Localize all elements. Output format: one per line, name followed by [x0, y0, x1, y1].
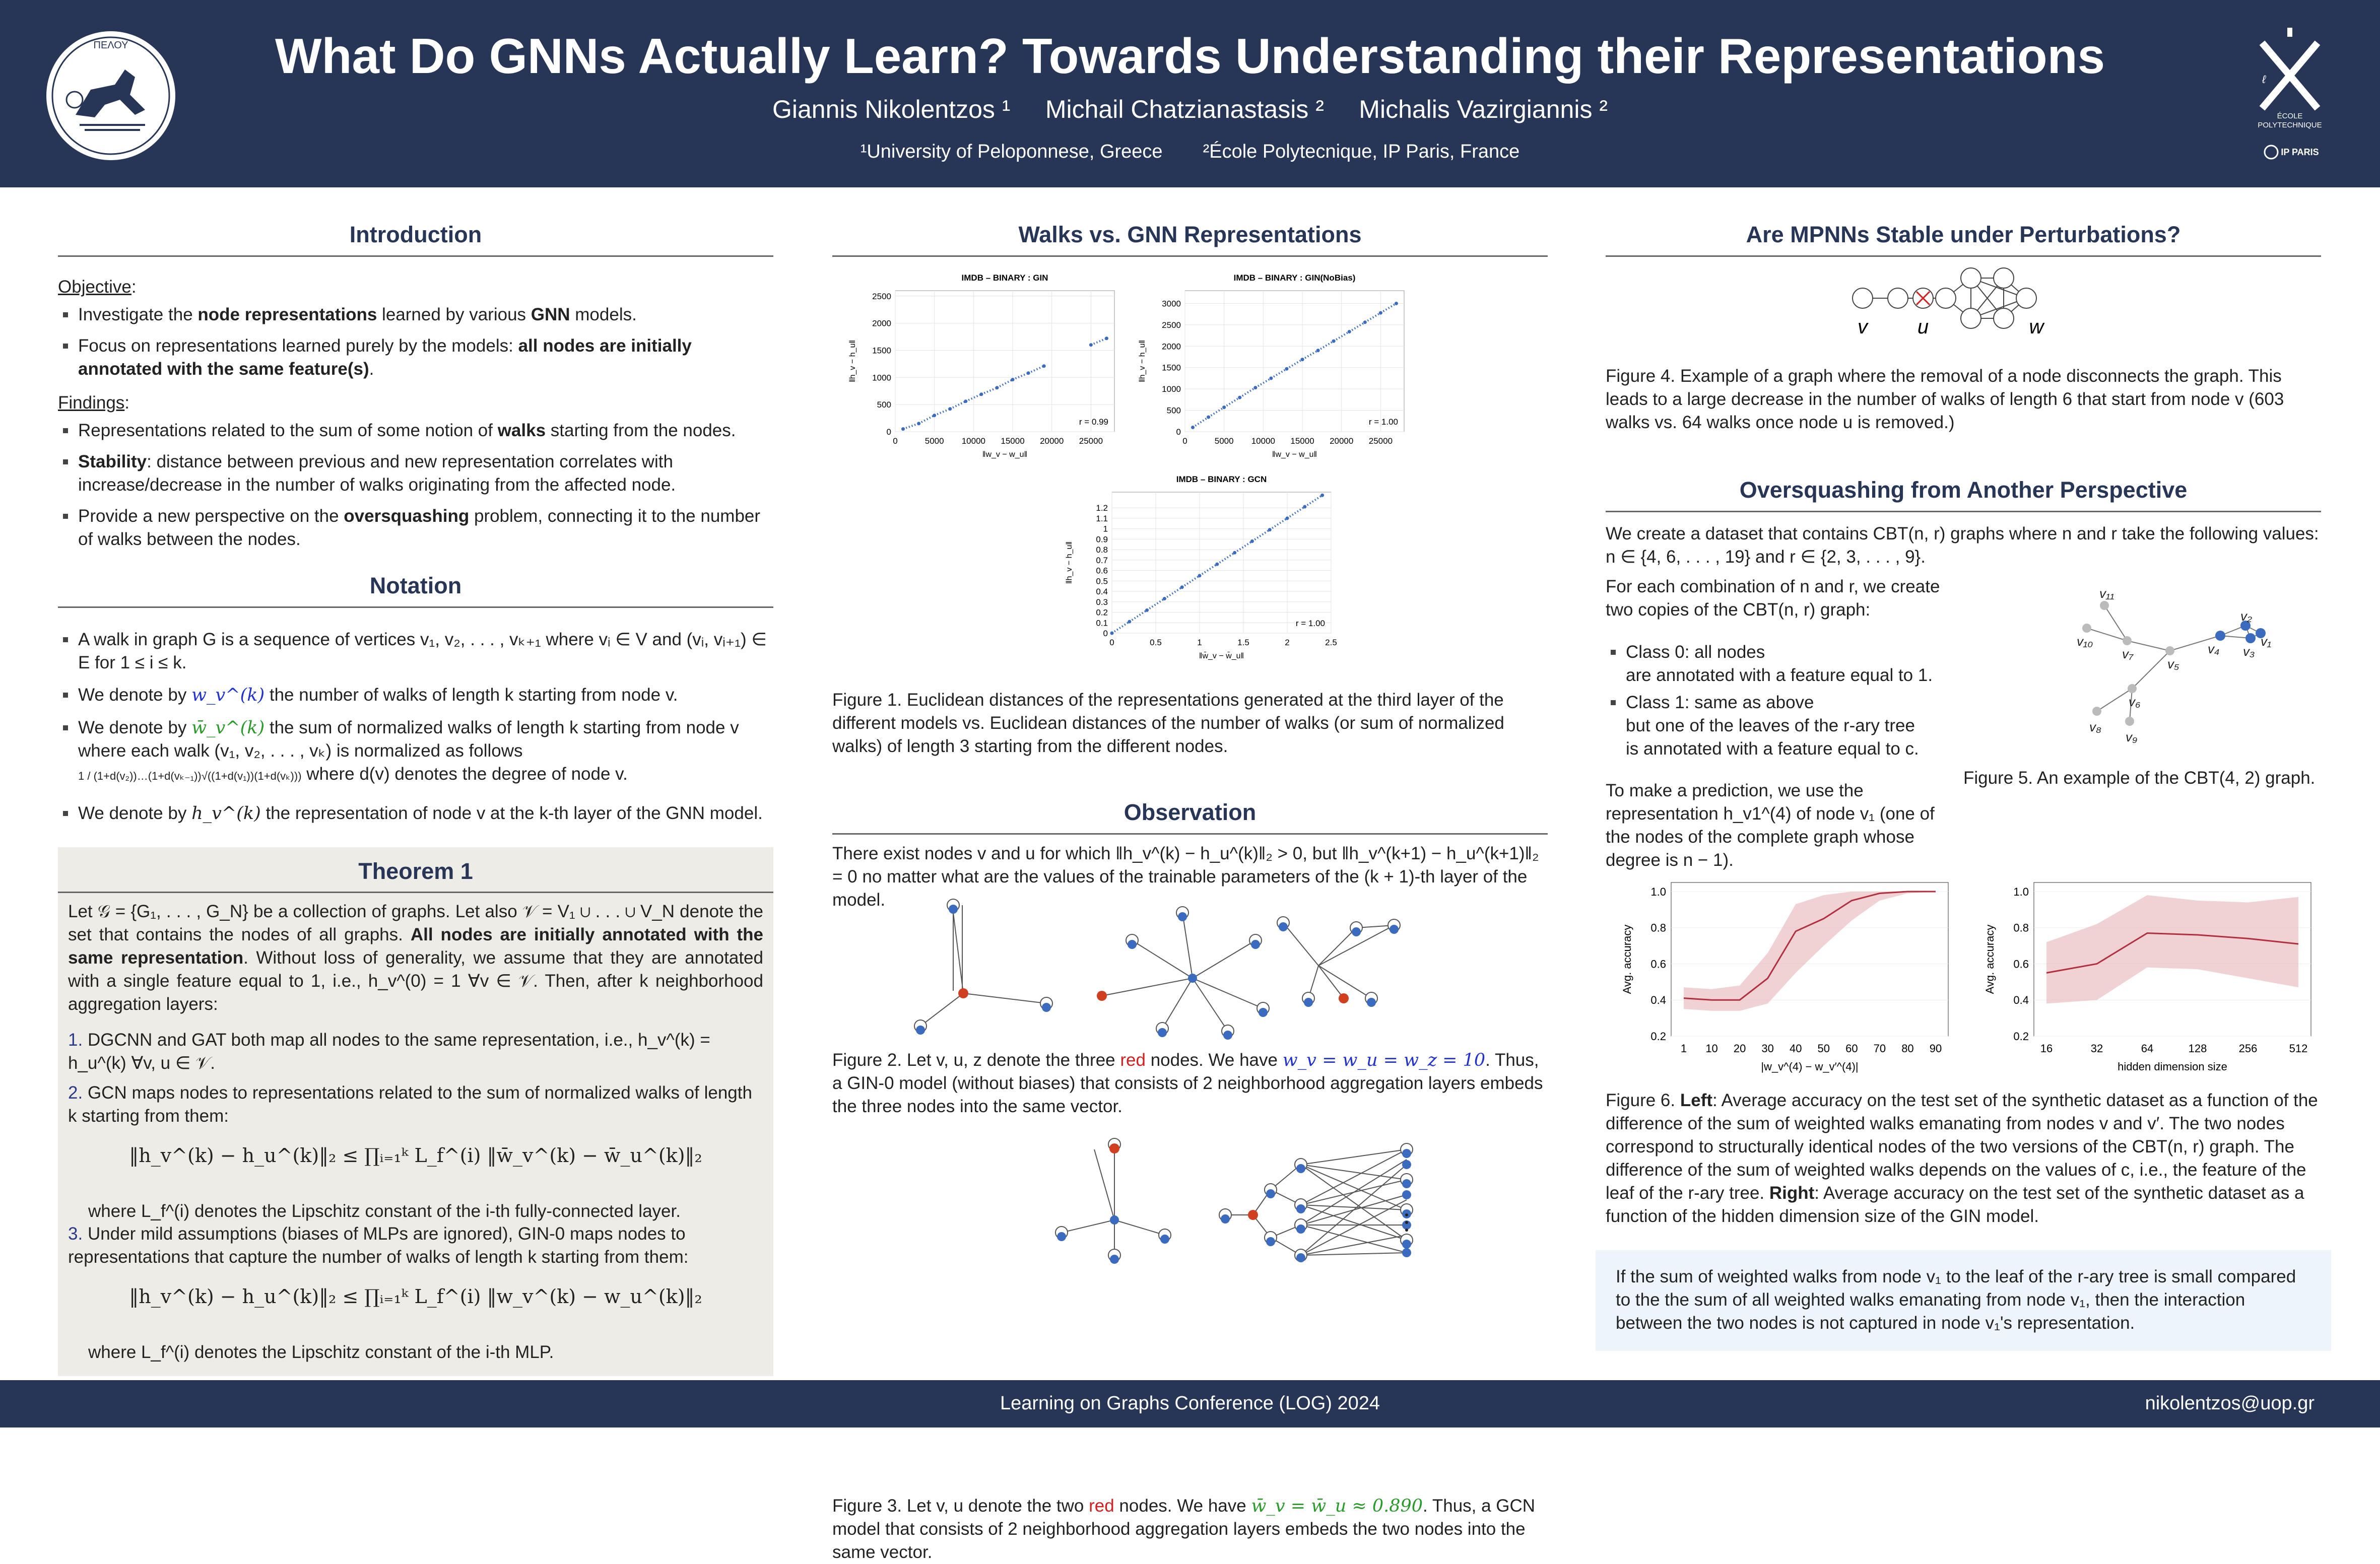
theorem-paragraph: Let 𝒢 = {G₁, . . . , G_N} be a collection of graphs. Let also 𝒱 = V₁ ∪ . . . ∪ V_N denote the set that contains the nodes of all graphs. All nodes are initially annotated with the same representation. Without loss of generality, we assume that they are annotated with a single feature equal to 1, i.e., h_v^(0) = 1 ∀v ∈ 𝒱. Then, after k neighborhood aggregation layers:: [68, 902, 764, 1014]
section-rule: [58, 892, 773, 893]
objective-item-2: Focus on representations learned purely by the models: all nodes are initially annotated with the same feature(s).: [58, 334, 773, 381]
svg-text:v₁₁: v₁₁: [2099, 586, 2114, 601]
x-tick-label: 50: [1817, 1042, 1830, 1055]
correlation-annotation: r = 0.99: [1079, 417, 1108, 427]
y-axis-label: ‖h_v − h_u‖: [1138, 340, 1147, 382]
x-tick-label: 0.5: [1150, 638, 1162, 647]
y-tick-label: 0: [1103, 629, 1108, 638]
poster-title: What Do GNNs Actually Learn? Towards Understanding their Representations: [275, 28, 2105, 84]
x-tick-label: 15000: [1290, 436, 1314, 446]
svg-text:POLYTECHNIQUE: POLYTECHNIQUE: [2258, 121, 2322, 129]
conference-name: Learning on Graphs Conference (LOG) 2024: [1000, 1393, 1380, 1414]
x-tick-label: 20: [1733, 1042, 1746, 1055]
figure-3-caption: Figure 3. Let v, u denote the two red nodes. We have w̄_v = w̄_u ≈ 0.890. Thus, a GCN model that consists of 2 neighborhood aggregation layers embeds the two nodes into the same vector.: [832, 1496, 1536, 1562]
oversquashing-paragraph-2: For each combination of n and r, we create two copies of the CBT(n, r) graph:: [1606, 577, 1940, 620]
y-tick-label: 1.0: [1650, 885, 1666, 898]
y-tick-label: 1.2: [1096, 503, 1108, 513]
author-list: Giannis Nikolentzos ¹ Michail Chatzianastasis ² Michalis Vazirgiannis ²: [772, 95, 1608, 123]
x-tick-label: 0: [1109, 638, 1114, 647]
x-tick-label: 16: [2040, 1042, 2053, 1055]
column-left: [58, 187, 773, 1380]
y-tick-label: 1: [1103, 524, 1108, 534]
x-tick-label: 90: [1929, 1042, 1942, 1055]
theorem-item-3: 3. Under mild assumptions (biases of MLPs are ignored), GIN-0 maps nodes to representations that capture the number of walks of length k starting from them:: [68, 1224, 689, 1267]
y-tick-label: 2500: [1162, 320, 1181, 330]
x-tick-label: 1.5: [1237, 638, 1249, 647]
x-axis-label: ‖w_v − w_u‖: [982, 450, 1028, 459]
svg-text:ΠΕΛΟΥ: ΠΕΛΟΥ: [93, 40, 128, 51]
y-tick-label: 0.8: [1650, 921, 1666, 934]
x-tick-label: 64: [2141, 1042, 2154, 1055]
x-axis-label: ‖w_v − w_u‖: [1272, 450, 1317, 459]
key-insight-callout: [1596, 1250, 2331, 1351]
x-tick-label: 2: [1285, 638, 1290, 647]
findings-label: Findings:: [58, 393, 130, 413]
x-tick-label: 10: [1705, 1042, 1718, 1055]
line-chart-accuracy-vs-walks: [1606, 872, 1958, 1074]
data-point: [1268, 528, 1272, 531]
y-axis-label: Avg. accuracy: [1621, 924, 1633, 994]
x-tick-label: 25000: [1079, 436, 1103, 446]
figure-2-graphs: [832, 893, 1548, 1044]
figure-4-graph: [1847, 265, 2079, 346]
objective-label: Objective:: [58, 277, 137, 297]
x-tick-label: 15000: [1001, 436, 1025, 446]
column-right: [1606, 187, 2321, 1380]
y-tick-label: 0.9: [1096, 534, 1108, 545]
equation-gcn: ‖h_v^(k) − h_u^(k)‖₂ ≤ ∏ᵢ₌₁ᵏ L_f^(i) ‖w̄_v^(k) − w̄_u^(k)‖₂: [129, 1144, 702, 1167]
notation-item-3: We denote by w̄_v^(k) the sum of normalized walks of length k starting from node v where each walk (v₁, v₂, . . . , vₖ) is normalized as follows 1 / (1+d(v₂))…(1+d(vₖ₋₁))√((1+d(v₁))(1+d(vₖ))) where d(v) denotes the degree of node v.: [58, 716, 773, 788]
observation-text: There exist nodes v and u for which ‖h_v^(k) − h_u^(k)‖₂ > 0, but ‖h_v^(k+1) − h_u^(k+1)‖₂ = 0 no matter what are the values of the trainable parameters of the (k + 1)-th layer of the model.: [832, 844, 1539, 910]
x-axis-label: |w_v^(4) − w_v′^(4)|: [1761, 1060, 1859, 1073]
x-tick-label: 5000: [1214, 436, 1234, 446]
correlation-annotation: r = 1.00: [1295, 619, 1325, 628]
section-rule: [1606, 255, 2321, 257]
section-rule: [1606, 511, 2321, 512]
y-axis-label: ‖h_v − h_u‖: [848, 340, 857, 382]
y-tick-label: 0.6: [1096, 566, 1108, 576]
x-tick-label: 70: [1873, 1042, 1886, 1055]
svg-text:v₅: v₅: [2167, 656, 2179, 671]
y-tick-label: 1.0: [2013, 885, 2029, 898]
figure-1-caption: Figure 1. Euclidean distances of the representations generated at the third layer of the different models vs. Euclidean distances of the number of walks (or sum of normalized walks) of length 3 starting from the different nodes.: [832, 690, 1504, 756]
notation-item-1: A walk in graph G is a sequence of vertices v₁, v₂, . . . , vₖ₊₁ where vᵢ ∈ V and (vᵢ, vᵢ₊₁) ∈ E for 1 ≤ i ≤ k.: [58, 628, 773, 674]
plot-area: [895, 291, 1114, 432]
svg-text:ÉCOLE: ÉCOLE: [2277, 112, 2303, 120]
y-tick-label: 0.2: [1650, 1030, 1666, 1043]
x-tick-label: 20000: [1330, 436, 1354, 446]
y-tick-label: 0.5: [1096, 576, 1108, 586]
y-tick-label: 0.8: [2013, 921, 2029, 934]
svg-text:v₁: v₁: [2261, 634, 2272, 649]
y-tick-label: 0: [1176, 427, 1181, 437]
x-tick-label: 256: [2238, 1042, 2258, 1055]
x-tick-label: 20000: [1040, 436, 1064, 446]
data-point: [1395, 302, 1398, 305]
scatter-chart-gcn: [1059, 469, 1341, 661]
section-title-observation: Observation: [1123, 799, 1257, 825]
theorem-box: [58, 847, 773, 1376]
svg-text:v: v: [1858, 316, 1868, 338]
y-tick-label: 1.1: [1096, 513, 1108, 523]
y-tick-label: 2500: [872, 291, 891, 301]
theorem-where-1: where L_f^(i) denotes the Lipschitz constant of the i-th fully-connected layer.: [88, 1201, 681, 1221]
y-tick-label: 1000: [872, 373, 891, 383]
y-tick-label: 0.2: [1096, 607, 1108, 618]
x-tick-label: 5000: [924, 436, 944, 446]
theorem-title: Theorem 1: [358, 858, 473, 884]
x-tick-label: 10000: [961, 436, 985, 446]
y-tick-label: 2000: [1162, 342, 1181, 352]
y-tick-label: 0.3: [1096, 597, 1108, 607]
y-tick-label: 0.6: [2013, 958, 2029, 971]
y-tick-label: 2000: [872, 318, 891, 328]
footer: [0, 1380, 2380, 1427]
figure-5-cbt-graph: [2039, 586, 2321, 752]
y-tick-label: 0.8: [1096, 545, 1108, 555]
x-tick-label: 25000: [1368, 436, 1393, 446]
oversquashing-paragraph-1: We create a dataset that contains CBT(n, r) graphs where n and r take the following values: n ∈ {4, 6, . . . , 19} and r ∈ {2, 3, . . . , 9}.: [1606, 524, 2319, 567]
data-point: [1163, 597, 1166, 600]
y-axis-label: Avg. accuracy: [1984, 924, 1996, 994]
notation-item-4: We denote by h_v^(k) the representation of node v at the k-th layer of the GNN model.: [58, 802, 773, 825]
y-tick-label: 0.2: [2013, 1030, 2029, 1043]
y-tick-label: 500: [1166, 405, 1181, 416]
finding-item-2: Stability: distance between previous and new representation correlates with increase/decrease in the number of walks originating from the affected node.: [58, 450, 773, 497]
svg-text:v₃: v₃: [2243, 644, 2255, 659]
data-point: [1089, 343, 1093, 347]
correlation-annotation: r = 1.00: [1368, 417, 1398, 427]
section-title-introduction: Introduction: [349, 222, 482, 247]
section-title-notation: Notation: [369, 573, 462, 598]
y-tick-label: 1500: [872, 346, 891, 356]
y-tick-label: 0: [886, 427, 891, 437]
figure-2-caption: Figure 2. Let v, u, z denote the three red nodes. We have w_v = w_u = w_z = 10. Thus, a GIN-0 model (without biases) that consists of 2 neighborhood aggregation layers embeds the three nodes into the same vector.: [832, 1050, 1543, 1116]
x-tick-label: 30: [1761, 1042, 1774, 1055]
section-title-oversquashing: Oversquashing from Another Perspective: [1739, 477, 2188, 503]
scatter-chart-gin: [842, 268, 1125, 459]
x-tick-label: 32: [2090, 1042, 2103, 1055]
x-tick-label: 2.5: [1325, 638, 1337, 647]
y-tick-label: 0.1: [1096, 618, 1108, 628]
figure-5-caption: Figure 5. An example of the CBT(4, 2) graph.: [1963, 768, 2316, 788]
x-tick-label: 10000: [1251, 436, 1275, 446]
svg-text:ℓ: ℓ: [2262, 73, 2266, 86]
x-tick-label: 40: [1789, 1042, 1802, 1055]
affiliations: [0, 141, 2380, 163]
y-tick-label: 500: [877, 400, 891, 410]
x-tick-label: 0: [1182, 436, 1187, 446]
figure-6-caption: Figure 6. Left: Average accuracy on the test set of the synthetic dataset as a function of the difference of the sum of weighted walks emanating from nodes v and v′. The two nodes correspond to structurally identical nodes of the two versions of the CBT(n, r) graph. The difference of the sum of weighted walks depends on the values of c, i.e., the feature of the leaf of the r-ary tree. Right: Average accuracy on the test set of the synthetic dataset as a function of the hidden dimension size of the GIN model.: [1606, 1091, 2318, 1226]
svg-text:v₁₀: v₁₀: [2077, 634, 2093, 649]
x-tick-label: 80: [1901, 1042, 1914, 1055]
class-1-item: Class 1: same as above but one of the leaves of the r-ary tree is annotated with a feature equal to c.: [1606, 691, 1948, 761]
svg-text:v₆: v₆: [2129, 694, 2141, 709]
chart-title: IMDB – BINARY : GCN: [1176, 474, 1267, 484]
section-rule: [832, 255, 1548, 257]
x-tick-label: 0: [893, 436, 898, 446]
notation-item-2: We denote by w_v^(k) the number of walks of length k starting from node v.: [58, 684, 773, 707]
svg-text:u: u: [1917, 316, 1929, 338]
header: [0, 0, 2380, 187]
x-tick-label: 1: [1197, 638, 1202, 647]
x-axis-label: hidden dimension size: [2118, 1060, 2227, 1073]
svg-text:v₄: v₄: [2208, 641, 2220, 656]
finding-item-3: Provide a new perspective on the oversquashing problem, connecting it to the number of walks between the nodes.: [58, 505, 773, 551]
x-tick-label: 60: [1845, 1042, 1858, 1055]
data-point: [1250, 539, 1254, 543]
figure-3-graphs: [832, 1139, 1548, 1260]
scatter-chart-gin-nobias: [1132, 268, 1414, 459]
theorem-item-1: 1. DGCNN and GAT both map all nodes to the same representation, i.e., h_v^(k) = h_u^(k) ∀v, u ∈ 𝒱.: [68, 1030, 710, 1073]
section-title-walks: Walks vs. GNN Representations: [1018, 222, 1362, 247]
objective-item-1: Investigate the node representations learned by various GNN models.: [58, 303, 773, 326]
y-tick-label: 0.4: [2013, 994, 2029, 1007]
y-tick-label: 1500: [1162, 363, 1181, 373]
section-rule: [832, 833, 1548, 835]
svg-text:w: w: [2029, 316, 2044, 338]
polytechnique-logo-icon: [2252, 23, 2328, 169]
affiliation-2: ²École Polytecnique, IP Paris, France: [1203, 141, 1520, 162]
line-chart-accuracy-vs-hidden-dim: [1968, 872, 2321, 1074]
svg-text:v₇: v₇: [2122, 646, 2134, 661]
y-tick-label: 0.6: [1650, 958, 1666, 971]
section-rule: [58, 255, 773, 257]
section-rule: [58, 606, 773, 608]
figure-4-caption: Figure 4. Example of a graph where the removal of a node disconnects the graph. This leads to a large decrease in the number of walks of length 6 that start from node v (603 walks vs. 64 walks once node u is removed.): [1606, 366, 2284, 432]
data-point: [1180, 585, 1184, 589]
y-tick-label: 0.4: [1096, 587, 1108, 597]
svg-text:v₂: v₂: [2240, 608, 2252, 624]
x-tick-label: 128: [2188, 1042, 2207, 1055]
svg-text:v₈: v₈: [2089, 719, 2101, 734]
y-tick-label: 0.7: [1096, 555, 1108, 565]
data-point: [1320, 494, 1324, 497]
y-tick-label: 0.4: [1650, 994, 1666, 1007]
x-tick-label: 512: [2289, 1042, 2308, 1055]
theorem-where-2: where L_f^(i) denotes the Lipschitz constant of the i-th MLP.: [88, 1342, 554, 1362]
y-axis-label: ‖h_v − h_u‖: [1065, 541, 1074, 584]
data-point: [1191, 426, 1195, 429]
finding-item-1: Representations related to the sum of some notion of walks starting from the nodes.: [58, 419, 773, 442]
x-axis-label: ‖w̄_v − w̄_u‖: [1199, 652, 1244, 660]
class-0-item: Class 0: all nodes are annotated with a feature equal to 1.: [1606, 641, 1948, 687]
chart-title: IMDB – BINARY : GIN(NoBias): [1233, 273, 1356, 283]
y-tick-label: 3000: [1162, 299, 1181, 309]
x-tick-label: 1: [1680, 1042, 1687, 1055]
chart-title: IMDB – BINARY : GIN: [961, 273, 1048, 283]
y-tick-label: 1000: [1162, 384, 1181, 394]
svg-text:IP PARIS: IP PARIS: [2281, 147, 2319, 157]
callout-text: If the sum of weighted walks from node v₁ to the leaf of the r-ary tree is small compared to the the sum of all weighted walks emanating from node v₁, then the interaction between the two nodes is not captured in node v₁'s representation.: [1616, 1267, 2296, 1333]
theorem-item-2: 2. GCN maps nodes to representations related to the sum of normalized walks of length k starting from them:: [68, 1083, 752, 1126]
contact-email[interactable]: nikolentzos@uop.gr: [2145, 1393, 2315, 1414]
plot-area: [1112, 492, 1331, 633]
oversquashing-paragraph-3: To make a prediction, we use the representation h_v1^(4) of node v₁ (one of the nodes of the complete graph whose degree is n − 1).: [1606, 781, 1935, 870]
equation-gin: ‖h_v^(k) − h_u^(k)‖₂ ≤ ∏ᵢ₌₁ᵏ L_f^(i) ‖w_v^(k) − w_u^(k)‖₂: [129, 1285, 702, 1308]
svg-text:v₉: v₉: [2126, 729, 2138, 744]
affiliation-1: ¹University of Peloponnese, Greece: [860, 141, 1163, 162]
section-title-stability: Are MPNNs Stable under Perturbations?: [1746, 222, 2181, 247]
